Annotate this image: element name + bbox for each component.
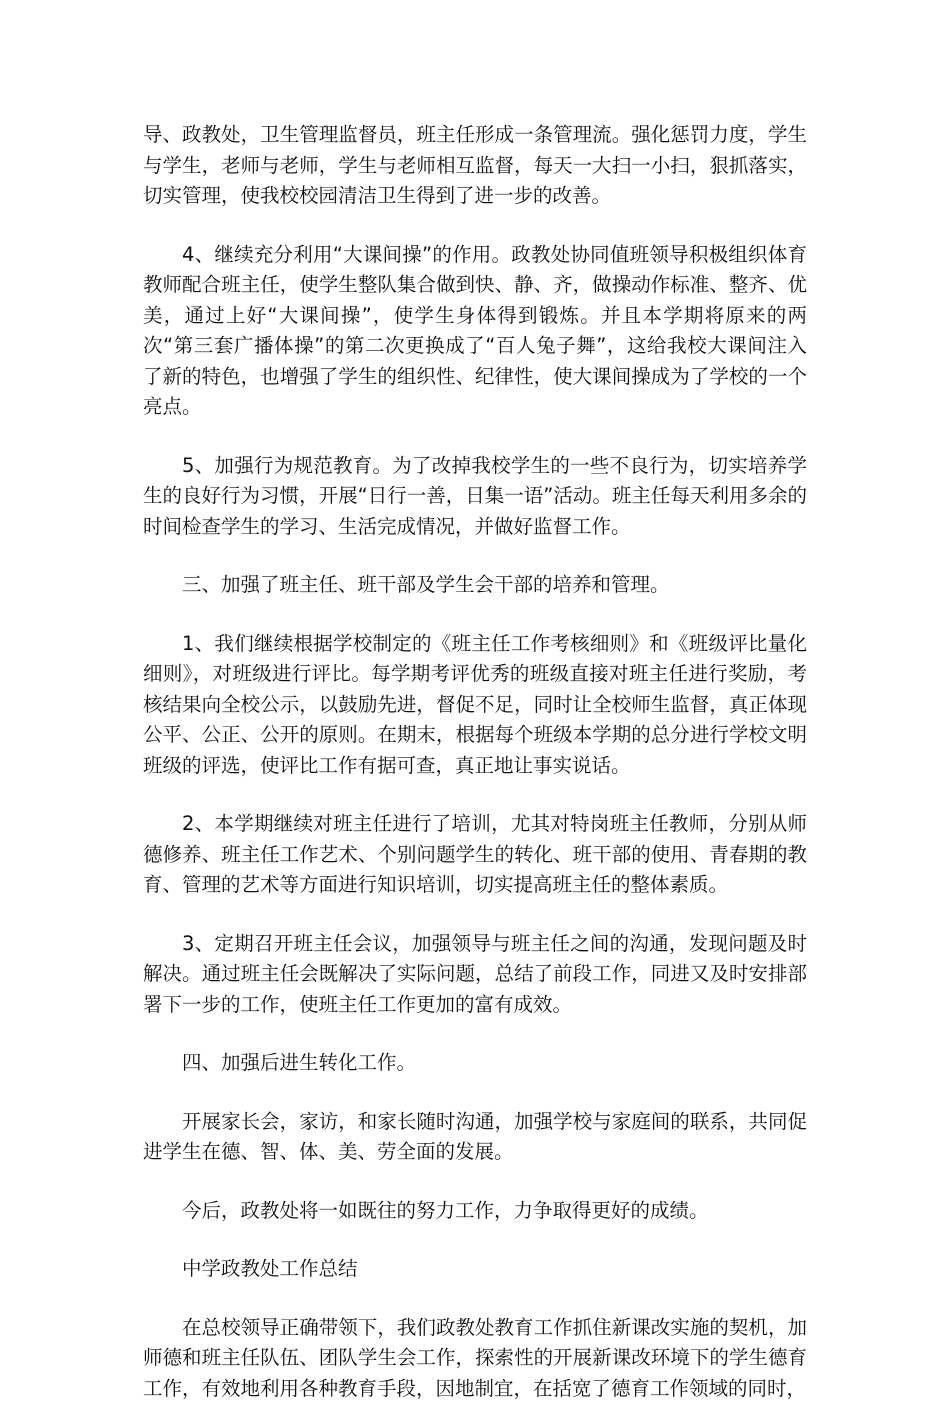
paragraph-parent-meetings: 开展家长会，家访，和家长随时沟通，加强学校与家庭间的联系，共同促进学生在德、智、体、美、劳全面的发展。 bbox=[143, 1107, 807, 1168]
document-title: 中学政教处工作总结 bbox=[143, 1254, 807, 1285]
paragraph-item-3: 3、定期召开班主任会议，加强领导与班主任之间的沟通，发现问题及时解决。通过班主任会既解决了实际问题，总结了前段工作，同进又及时安排部署下一步的工作，使班主任工作更加的富有成效。 bbox=[143, 929, 807, 1021]
paragraph-item-5: 5、加强行为规范教育。为了改掉我校学生的一些不良行为，切实培养学生的良好行为习惯，开展“日行一善，日集一语”活动。班主任每天利用多余的时间检查学生的学习、生活完成情况，并做好监督工作。 bbox=[143, 451, 807, 543]
paragraph-intro: 在总校领导正确带领下，我们政教处教育工作抓住新课改实施的契机，加师德和班主任队伍、团队学生会工作，探索性的开展新课改环境下的学生德育工作，有效地利用各种教育手段，因地制宜，在括宽了德育工作领域的同时， bbox=[143, 1313, 807, 1404]
section-heading-4: 四、加强后进生转化工作。 bbox=[143, 1048, 807, 1079]
section-heading-3: 三、加强了班主任、班干部及学生会干部的培养和管理。 bbox=[143, 570, 807, 601]
paragraph-continuation: 导、政教处，卫生管理监督员，班主任形成一条管理流。强化惩罚力度，学生与学生，老师与老师，学生与老师相互监督，每天一大扫一小扫，狠抓落实，切实管理，使我校校园清洁卫生得到了进一步的改善。 bbox=[143, 120, 807, 212]
paragraph-item-2: 2、本学期继续对班主任进行了培训，尤其对特岗班主任教师，分别从师德修养、班主任工作艺术、个别问题学生的转化、班干部的使用、青春期的教育、管理的艺术等方面进行知识培训，切实提高班主任的整体素质。 bbox=[143, 809, 807, 901]
paragraph-item-1: 1、我们继续根据学校制定的《班主任工作考核细则》和《班级评比量化细则》，对班级进行评比。每学期考评优秀的班级直接对班主任进行奖励，考核结果向全校公示，以鼓励先进，督促不足，同时让全校师生监督，真正体现公平、公正、公开的原则。在期末，根据每个班级本学期的总分进行学校文明班级的评选，使评比工作有据可查，真正地让事实说话。 bbox=[143, 629, 807, 782]
paragraph-item-4: 4、继续充分利用“大课间操”的作用。政教处协同值班领导积极组织体育教师配合班主任，使学生整队集合做到快、静、齐，做操动作标准、整齐、优美，通过上好“大课间操”，使学生身体得到锻炼。并且本学期将原来的两次“第三套广播体操”的第二次更换成了“百人兔子舞”，这给我校大课间注入了新的特色，也增强了学生的组织性、纪律性，使大课间操成为了学校的一个亮点。 bbox=[143, 240, 807, 423]
paragraph-closing: 今后，政教处将一如既往的努力工作，力争取得更好的成绩。 bbox=[143, 1196, 807, 1227]
